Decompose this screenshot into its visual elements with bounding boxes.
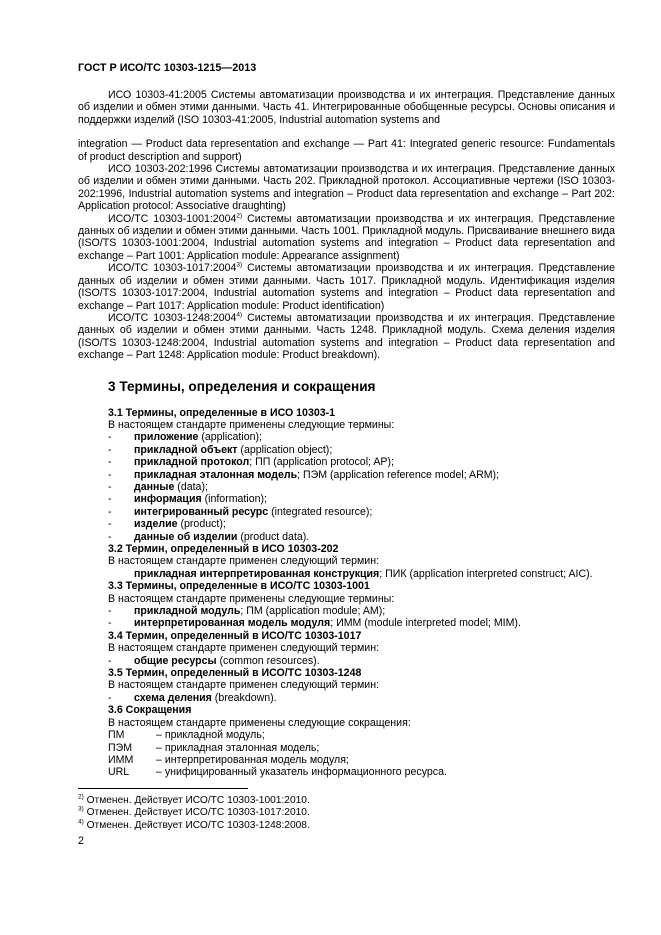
term-list-3-1 (78, 431, 615, 543)
subsection-3-6-intro: В настоящем стандарте применены следующие сокращения: (108, 716, 411, 729)
ref-iso-10303-41-part2: integration — Product data representation and exchange — Part 41: Integrated generic resource: Fundamentals of product description and support) (78, 138, 615, 163)
ref-iso-10303-202: ИСО 10303-202:1996 Системы автоматизации производства и их интеграция. Представление данных об изделии и обмен этими данными. Часть 202. Прикладной протокол. Ассоциативные чертежи (ISO 10303-202:1996, Industrial automation systems and integration – Product data representation and exchange – Part 202: Application protocol: Associative draughting) (78, 163, 615, 213)
document-header: ГОСТ Р ИСО/ТС 10303-1215—2013 (78, 62, 257, 74)
term-item: - прикладная эталонная модель; ПЭМ (application reference model; ARM); (78, 469, 615, 481)
subsection-3-2-title: 3.2 Термин, определенный в ИСО 10303-202 (108, 543, 339, 555)
abbreviation-list (78, 729, 615, 779)
footnote: $^{3)}$ Отменен. Действует ИСО/ТС 10303-1017:2010. (78, 805, 310, 819)
term-item: - приложение (application); (78, 431, 615, 443)
footnote-ref: 4) (236, 311, 243, 319)
subsection-3-3-intro: В настоящем стандарте применены следующие термины: (108, 592, 395, 605)
term-item: - прикладная интерпретированная конструкция; ПИК (application interpreted construct; AIC). (78, 568, 615, 580)
footnote-ref: 2) (236, 212, 243, 220)
term-item: - интегрированный ресурс (integrated resource); (78, 506, 615, 518)
term-item: - прикладной протокол; ПП (application protocol; AP); (78, 456, 615, 468)
page-number: 2 (78, 835, 84, 848)
term-item: - изделие (product); (78, 518, 615, 530)
term-item: - данные об изделии (product data). (78, 531, 615, 543)
ref-iso-ts-10303-1248: ИСО/ТС 10303-1248:2004$^{4)}$ Системы автоматизации производства и их интеграция. Представление данных об изделии и обмен этими данными. Часть 1248. Прикладной модуль. Схема деления изделия (ISO/TS 10303-1248:2004, Industrial automation systems and integration – Product data representation and exchange – Part 1248: Application module: Product breakdown). (78, 311, 615, 362)
term-item: - прикладной объект (application object); (78, 444, 615, 456)
subsection-3-4-title: 3.4 Термин, определенный в ИСО/ТС 10303-1017 (108, 629, 362, 642)
ref-iso-ts-10303-1017: ИСО/ТС 10303-1017:2004$^{3)}$ Системы автоматизации производства и их интеграция. Представление данных об изделии и обмен этими данными. Часть 1017. Прикладной модуль. Идентификация изделия (ISO/TS 10303-1017:2004, Industrial automation systems and integration – Product data representation and exchange – Part 1017: Application module: Product identification) (78, 261, 615, 312)
footnote: $^{4)}$ Отменен. Действует ИСО/ТС 10303-1248:2008. (78, 818, 310, 831)
term-item: - схема деления (breakdown). (78, 692, 615, 704)
term-item: - данные (data); (78, 481, 615, 493)
term-item: - информация (information); (78, 493, 615, 505)
ref-iso-10303-41-part1: ИСО 10303-41:2005 Системы автоматизации производства и их интеграция. Представление данных об изделии и обмен этими данными. Часть 41. Интегрированные обобщенные ресурсы. Основы описания и поддержки изделий (ISO 10303-41:2005, Industrial automation systems and (78, 89, 615, 126)
subsection-3-1-title: 3.1 Термины, определенные в ИСО 10303-1 (108, 406, 336, 419)
subsection-3-2-intro: В настоящем стандарте применен следующий термин: (108, 555, 380, 568)
subsection-3-6-title: 3.6 Сокращения (108, 704, 192, 717)
ref-iso-ts-10303-1001: ИСО/ТС 10303-1001:2004$^{2)}$ Системы автоматизации производства и их интеграция. Представление данных об изделии и обмен этими данными. Часть 1001. Прикладной модуль. Присваивание внешнего вида (ISO/TS 10303-1001:2004, Industrial automation systems and integration – Product data representation and exchange – Part 1001: Application module: Appearance assignment) (78, 212, 615, 262)
abbreviation-item: ИММ – интерпретированная модель модуля; (108, 753, 349, 766)
document-page (78, 62, 615, 848)
subsection-3-1-intro: В настоящем стандарте применены следующие термины: (108, 418, 395, 431)
subsection-3-3-title: 3.3 Термины, определенные в ИСО/ТС 10303-1001 (108, 580, 370, 593)
subsection-3-4-intro: В настоящем стандарте применен следующий термин: (108, 642, 380, 655)
term-item: - прикладной модуль; ПМ (application module; AM); (78, 605, 615, 617)
term-item: - интерпретированная модель модуля; ИММ (module interpreted model; MIM). (78, 617, 615, 629)
subsection-3-5-title: 3.5 Термин, определенный в ИСО/ТС 10303-1248 (108, 667, 362, 680)
footnote-ref: 3) (236, 261, 243, 269)
term-item: - общие ресурсы (common resources). (78, 655, 615, 667)
footnote: $^{2)}$ Отменен. Действует ИСО/ТС 10303-1001:2010. (78, 793, 310, 806)
abbreviation-item: ПЭМ – прикладная эталонная модель; (108, 741, 320, 754)
abbreviation-item: ПМ – прикладной модуль; (108, 729, 265, 742)
subsection-3-5-intro: В настоящем стандарте применен следующий термин: (108, 679, 380, 692)
footnote-divider (78, 788, 248, 789)
section-3-title: 3 Термины, определения и сокращения (108, 378, 376, 394)
abbreviation-item: URL – унифицированный указатель информационного ресурса. (108, 766, 447, 779)
